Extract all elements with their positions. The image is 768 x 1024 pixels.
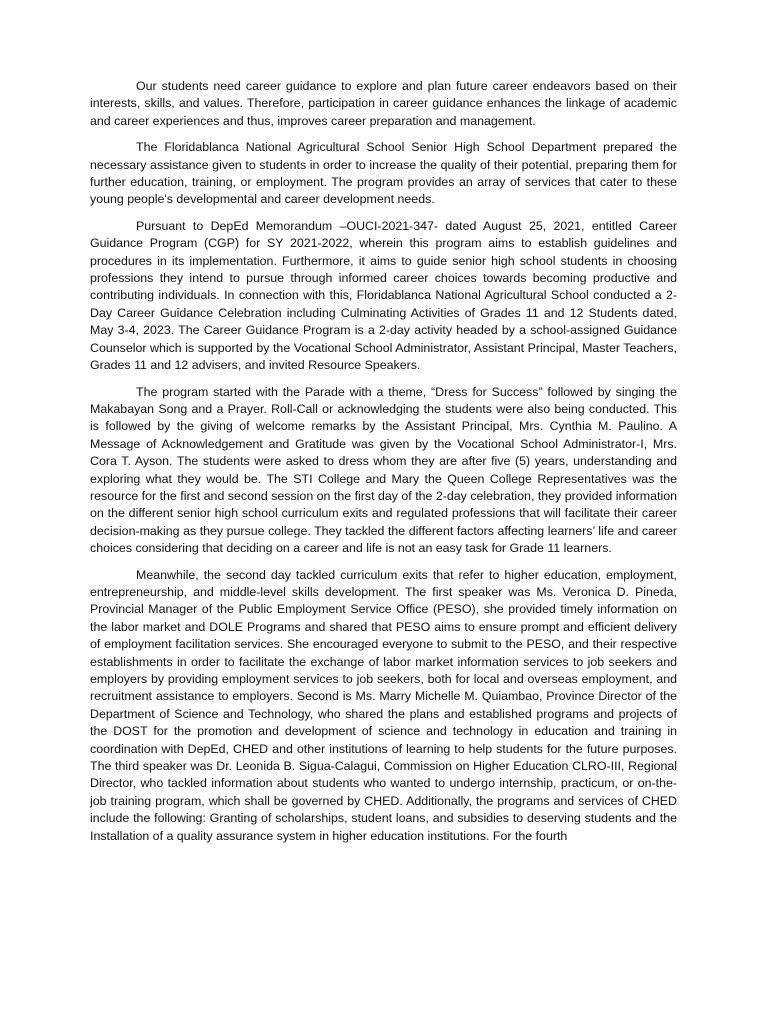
paragraph-school-department: The Floridablanca National Agricultural School Senior High School Department prepared the necessary assistance given to students in order to increase the quality of their potential, preparing them for further education, training, or employment. The program provides an array of services that cater to these young people's developmental and career development needs. bbox=[90, 140, 677, 207]
paragraph-second-day-speakers: Meanwhile, the second day tackled curriculum exits that refer to higher education, employment, entrepreneurship, and middle-level skills development. The first speaker was Ms. Veronica D. Pineda, Provincial Manager of the Public Employment Service Office (PESO), she provided timely information on the labor market and DOLE Programs and shared that PESO aims to ensure prompt and efficient delivery of employment facilitation services. She encouraged everyone to submit to the PESO, and their respective establishments in order to facilitate the exchange of labor market information services to job seekers and employers by providing employment services to job seekers, both for local and overseas employment, and recruitment assistance to employers. Second is Ms. Marry Michelle M. Quiambao, Province Director of the Department of Science and Technology, who shared the plans and established programs and projects of the DOST for the promotion and development of science and technology in education and training in coordination with DepEd, CHED and other institutions of learning to help students for the future purposes. The third speaker was Dr. Leonida B. Sigua-Calagui, Commission on Higher Education CLRO-III, Regional Director, who tackled information about students who wanted to undergo internship, practicum, or on-the-job training program, which shall be governed by CHED. Additionally, the programs and services of CHED include the following: Granting of scholarships, student loans, and subsidies to deserving students and the Installation of a quality assurance system in higher education institutions. For the fourth bbox=[90, 567, 677, 843]
paragraph-deped-memorandum: Pursuant to DepEd Memorandum –OUCI-2021-347- dated August 25, 2021, entitled Career Guidance Program (CGP) for SY 2021-2022, wherein this program aims to establish guidelines and procedures in its implementation. Furthermore, it aims to guide senior high school students in choosing professions they intend to pursue through informed career choices towards becoming productive and contributing individuals. In connection with this, Floridablanca National Agricultural School conducted a 2-Day Career Guidance Celebration including Culminating Activities of Grades 11 and 12 Students dated, May 3-4, 2023. The Career Guidance Program is a 2-day activity headed by a school-assigned Guidance Counselor which is supported by the Vocational School Administrator, Assistant Principal, Master Teachers, Grades 11 and 12 advisers, and invited Resource Speakers. bbox=[90, 218, 677, 373]
paragraph-first-day-program: The program started with the Parade with a theme, “Dress for Success” followed by singing the Makabayan Song and a Prayer. Roll-Call or acknowledging the students were also being conducted. This is followed by the giving of welcome remarks by the Assistant Principal, Mrs. Cynthia M. Paulino. A Message of Acknowledgement and Gratitude was given by the Vocational School Administrator-I, Mrs. Cora T. Ayson. The students were asked to dress whom they are after five (5) years, understanding and exploring what they would be. The STI College and Mary the Queen College Representatives was the resource for the first and second session on the first day of the 2-day celebration, they provided information on the different senior high school curriculum exits and regulated professions that will facilitate their career decision-making as they pursue college. They tackled the different factors affecting learners’ life and career choices considering that deciding on a career and life is not an easy task for Grade 11 learners. bbox=[90, 384, 677, 556]
paragraph-career-guidance-intro: Our students need career guidance to explore and plan future career endeavors based on their interests, skills, and values. Therefore, participation in career guidance enhances the linkage of academic and career experiences and thus, improves career preparation and management. bbox=[90, 79, 677, 128]
document-page bbox=[90, 78, 677, 854]
